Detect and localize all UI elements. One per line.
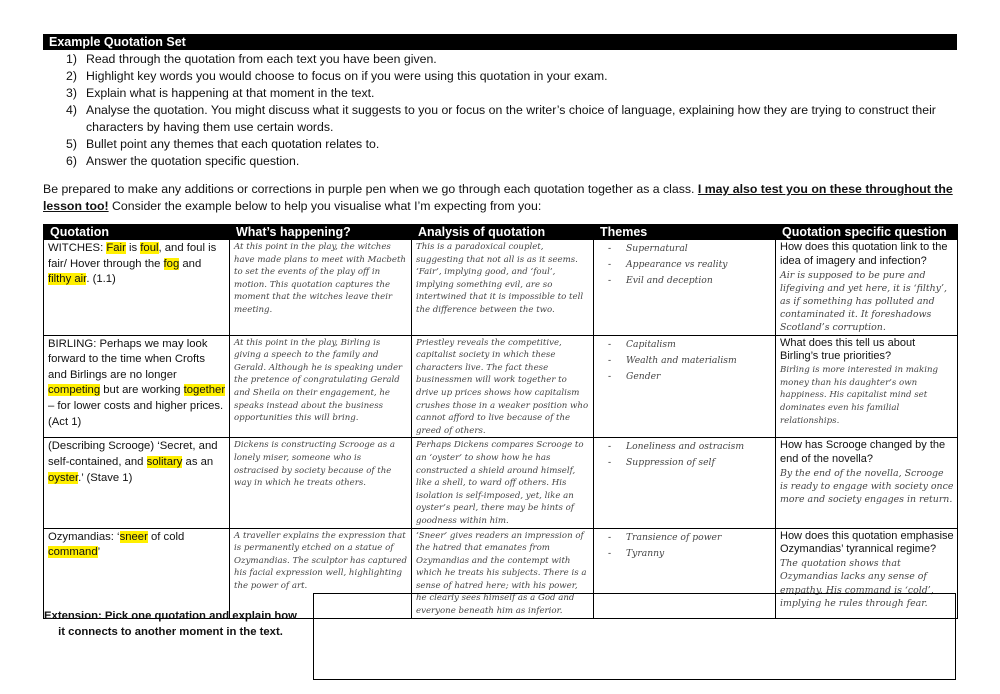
quotation-text: and xyxy=(179,257,202,270)
quotation-text: (Describing Scrooge) ‘Secret, and self-contained, and xyxy=(48,440,218,468)
quotation-text: BIRLING: Perhaps we may look forward to the time when Crofts and Birlings are no longer xyxy=(48,337,208,381)
question-cell xyxy=(776,438,958,528)
question-cell xyxy=(776,240,958,336)
theme-item: - Supernatural xyxy=(626,241,772,257)
whats-happening-cell: Dickens is constructing Scrooge as a lonely miser, someone who is ostracised by society because of the way in which he treats others. xyxy=(230,438,412,528)
quotation-text: . (1.1) xyxy=(86,273,116,286)
highlighted-word: fog xyxy=(163,257,180,270)
header-question: Quotation specific question xyxy=(776,225,958,240)
instruction-item xyxy=(66,102,966,136)
quotation-text: as an xyxy=(182,455,214,468)
question-answer: Air is supposed to be pure and lifegiving and yet here, it is ‘filthy’, as if something has polluted and contaminated it. It foreshadows Scotland’s corruption. xyxy=(780,269,947,334)
theme-item: - Gender xyxy=(626,369,772,385)
themes-cell xyxy=(594,240,776,336)
instruction-text: Read through the quotation from each text you have been given. xyxy=(86,52,437,66)
instruction-number: 1) xyxy=(66,52,77,66)
intro-paragraph xyxy=(43,181,957,215)
intro-underlined-text: I may also test you on these throughout the lesson too! xyxy=(43,182,953,213)
quotation-text: – for lower costs and higher prices. (Act 1) xyxy=(48,399,224,428)
quotation-cell xyxy=(44,528,230,618)
quotation-text: but are working xyxy=(100,384,184,397)
extension-task: Extension: Pick one quotation and explain how it connects to another moment in the text. xyxy=(44,610,297,638)
theme-item: - Loneliness and ostracism xyxy=(626,439,772,455)
specific-question: How does this quotation emphasise Ozymandias’ tyrannical regime? xyxy=(780,529,954,556)
quotation-text: ’ xyxy=(97,546,101,559)
highlighted-word: sneer xyxy=(119,530,148,543)
themes-list xyxy=(598,337,772,385)
header-themes: Themes xyxy=(594,225,776,240)
instruction-item xyxy=(66,51,966,68)
instruction-number: 6) xyxy=(66,154,77,168)
instruction-item xyxy=(66,68,966,85)
quotation-table xyxy=(43,224,958,619)
quotation-cell xyxy=(44,438,230,528)
quotation-text: WITCHES: xyxy=(48,242,107,254)
theme-item: - Appearance vs reality xyxy=(626,257,772,273)
page-title: Example Quotation Set xyxy=(43,34,957,50)
instruction-item xyxy=(66,153,966,170)
analysis-cell: This is a paradoxical couplet, suggesting that not all is as it seems. ‘Fair’, implying good, and ‘foul’, implying something evil, are so intertwined that it is impossible to tell the difference between the two. xyxy=(412,240,594,336)
theme-item: - Wealth and materialism xyxy=(626,353,772,369)
instruction-text: Highlight key words you would choose to focus on if you were using this quotation in your exam. xyxy=(86,69,608,83)
highlighted-word: foul xyxy=(140,242,159,254)
highlighted-word: solitary xyxy=(146,455,183,468)
instruction-number: 5) xyxy=(66,137,77,151)
highlighted-word: oyster xyxy=(48,471,79,484)
quotation-text: .’ (Stave 1) xyxy=(78,471,133,484)
specific-question: What does this tell us about Birling’s true priorities? xyxy=(780,336,916,363)
highlighted-word: command xyxy=(48,546,98,559)
instruction-text: Answer the quotation specific question. xyxy=(86,154,300,168)
table-row xyxy=(44,438,958,528)
specific-question: How has Scrooge changed by the end of the novella? xyxy=(780,439,946,466)
theme-item: - Capitalism xyxy=(626,337,772,353)
whats-happening-cell: A traveller explains the expression that is permanently etched on a statue of Ozymandias. The sculptor has captured his facial expression well, highlighting the power of art. xyxy=(230,528,412,618)
header-quotation: Quotation xyxy=(44,225,230,240)
table-row xyxy=(44,240,958,336)
quotation-text: of cold xyxy=(147,530,185,543)
theme-item: - Tyranny xyxy=(626,546,772,562)
instruction-item xyxy=(66,136,966,153)
whats-happening-cell: At this point in the play, Birling is giving a speech to the family and Gerald. Although he is speaking under the pretence of congratulating Gerald and Sheila on their engagement, he speaks instead about the business opportunities this will bring. xyxy=(230,335,412,438)
table-header-row xyxy=(44,225,958,240)
instruction-text: Explain what is happening at that moment in the text. xyxy=(86,86,375,100)
analysis-cell: Perhaps Dickens compares Scrooge to an ‘oyster’ to show how he has constructed a shield around himself, like a shell, to ward off others. His isolation is self-imposed, yet, like an oyster’s pearl, there may be hints of goodness within him. xyxy=(412,438,594,528)
themes-list xyxy=(598,439,772,471)
instruction-text: Analyse the quotation. You might discuss what it suggests to you or focus on the writer’s choice of language, explaining how they are trying to construct their characters by having them use certain words. xyxy=(86,103,936,134)
highlighted-word: Fair xyxy=(106,242,126,254)
highlighted-word: together xyxy=(183,384,226,397)
question-cell xyxy=(776,335,958,438)
table-row xyxy=(44,335,958,438)
analysis-cell: ‘Sneer’ gives readers an impression of the hatred that emanates from Ozymandias and the contempt with which he treats his subjects. There is a sense of hatred here; with his power, he clearly sees himself as a God and everyone beneath him as inferior. xyxy=(412,528,594,618)
analysis-cell: Priestley reveals the competitive, capitalist society in which these characters live. The fact these businessmen will work together to drive up prices shows how capitalism crushes those in a weaker position who cannot afford to live because of the greed of others. xyxy=(412,335,594,438)
instruction-number: 2) xyxy=(66,69,77,83)
quotation-text: is xyxy=(125,242,141,254)
question-answer: Birling is more interested in making money than his daughter’s own happiness. His capitalist mind set dominates even his familial relationships. xyxy=(780,365,939,426)
themes-list xyxy=(598,241,772,289)
quotation-text: , and foul is fair/ Hover through the xyxy=(48,242,217,270)
header-analysis: Analysis of quotation xyxy=(412,225,594,240)
question-answer: The quotation shows that Ozymandias lacks any sense of empathy. His command is ‘cold’, implying he rules through fear. xyxy=(780,558,934,609)
instruction-text: Bullet point any themes that each quotation relates to. xyxy=(86,137,380,151)
instruction-list xyxy=(66,51,966,170)
theme-item: - Transience of power xyxy=(626,530,772,546)
instruction-number: 3) xyxy=(66,86,77,100)
header-whats-happening: What’s happening? xyxy=(230,225,412,240)
quotation-cell xyxy=(44,240,230,336)
intro-text: Be prepared to make any additions or corrections in purple pen when we go through each quotation together as a class. xyxy=(43,182,698,196)
extension-answer-box[interactable] xyxy=(313,593,956,680)
theme-item: - Suppression of self xyxy=(626,455,772,471)
theme-item: - Evil and deception xyxy=(626,273,772,289)
themes-cell xyxy=(594,438,776,528)
question-answer: By the end of the novella, Scrooge is ready to engage with society once more and society engages in return. xyxy=(780,467,954,506)
instruction-item xyxy=(66,85,966,102)
highlighted-word: competing xyxy=(48,384,101,397)
whats-happening-cell: At this point in the play, the witches have made plans to meet with Macbeth to set the events of the play off in motion. This quotation captures the moment that the witches leave their meeting. xyxy=(230,240,412,336)
intro-text-end: Consider the example below to help you visualise what I’m expecting from you: xyxy=(108,199,542,213)
specific-question: How does this quotation link to the idea of imagery and infection? xyxy=(780,241,948,267)
themes-cell xyxy=(594,335,776,438)
quotation-text: Ozymandias: ‘ xyxy=(48,530,120,543)
themes-list xyxy=(598,530,772,562)
instruction-number: 4) xyxy=(66,103,77,117)
quotation-cell xyxy=(44,335,230,438)
highlighted-word: filthy air xyxy=(48,273,87,286)
